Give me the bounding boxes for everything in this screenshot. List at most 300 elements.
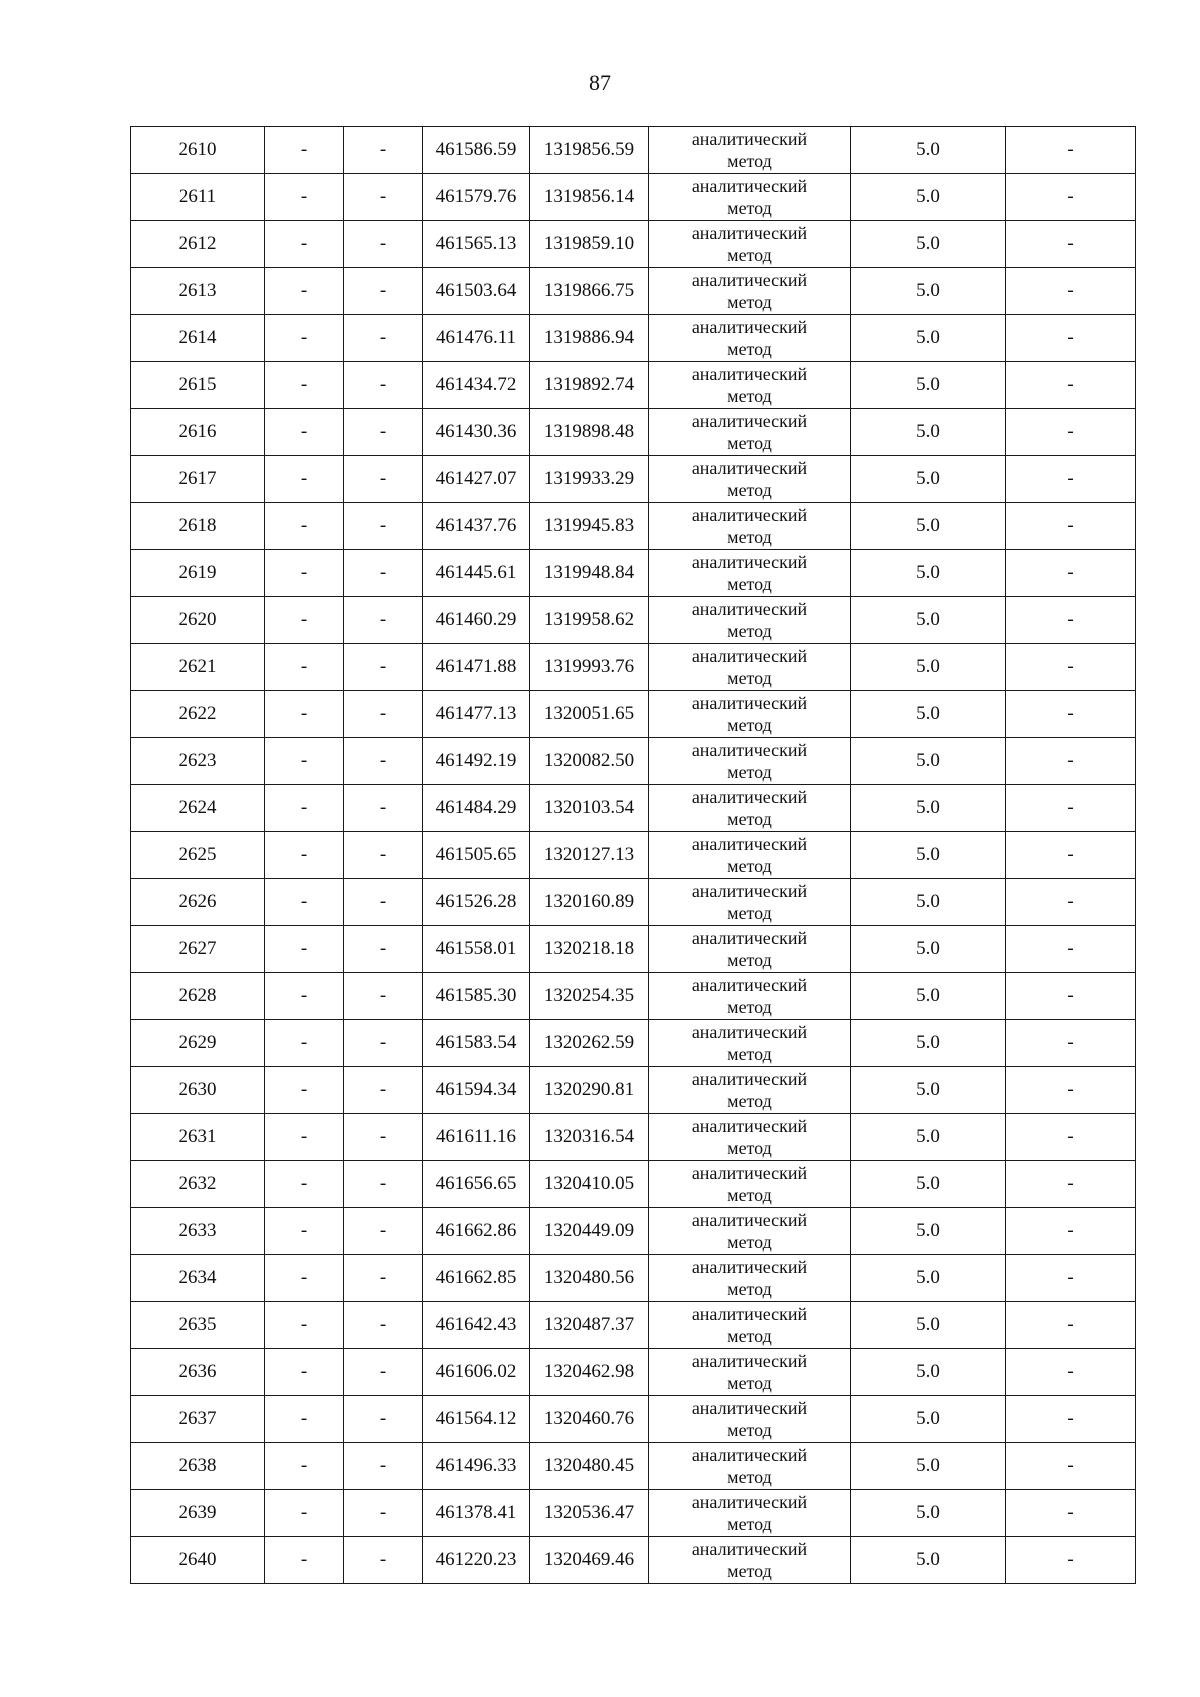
empty-column-8-cell: -: [1006, 1396, 1136, 1443]
coordinates-table: [130, 126, 1136, 1584]
accuracy-cell: 5.0: [851, 268, 1006, 315]
table-row: [131, 315, 1136, 362]
x-coordinate-cell: 461496.33: [423, 1443, 530, 1490]
empty-column-8-cell: -: [1006, 409, 1136, 456]
method-line-1: аналитический: [691, 1210, 808, 1230]
method-line-2: метод: [727, 1232, 772, 1252]
method-line-1: аналитический: [691, 505, 808, 525]
table-row: [131, 550, 1136, 597]
empty-column-2-cell: -: [265, 1490, 344, 1537]
method-cell: [649, 691, 851, 738]
empty-column-3-cell: -: [344, 879, 423, 926]
empty-column-2-cell: -: [265, 1396, 344, 1443]
method-cell: [649, 315, 851, 362]
empty-column-8-cell: -: [1006, 879, 1136, 926]
accuracy-cell: 5.0: [851, 597, 1006, 644]
table-row: [131, 1114, 1136, 1161]
point-number-cell: 2639: [131, 1490, 265, 1537]
accuracy-cell: 5.0: [851, 785, 1006, 832]
table-row: [131, 1396, 1136, 1443]
empty-column-2-cell: -: [265, 127, 344, 174]
empty-column-2-cell: -: [265, 1114, 344, 1161]
method-line-2: метод: [727, 386, 772, 406]
empty-column-2-cell: -: [265, 1443, 344, 1490]
empty-column-3-cell: -: [344, 1020, 423, 1067]
accuracy-cell: 5.0: [851, 221, 1006, 268]
y-coordinate-cell: 1320103.54: [530, 785, 649, 832]
x-coordinate-cell: 461662.85: [423, 1255, 530, 1302]
point-number-cell: 2622: [131, 691, 265, 738]
point-number-cell: 2620: [131, 597, 265, 644]
point-number-cell: 2628: [131, 973, 265, 1020]
y-coordinate-cell: 1320460.76: [530, 1396, 649, 1443]
point-number-cell: 2633: [131, 1208, 265, 1255]
method-line-1: аналитический: [691, 317, 808, 337]
y-coordinate-cell: 1320127.13: [530, 832, 649, 879]
method-cell: [649, 550, 851, 597]
accuracy-cell: 5.0: [851, 1208, 1006, 1255]
empty-column-8-cell: -: [1006, 1161, 1136, 1208]
accuracy-cell: 5.0: [851, 174, 1006, 221]
x-coordinate-cell: 461434.72: [423, 362, 530, 409]
method-line-1: аналитический: [691, 223, 808, 243]
method-cell: [649, 362, 851, 409]
point-number-cell: 2632: [131, 1161, 265, 1208]
method-line-1: аналитический: [691, 1539, 808, 1559]
y-coordinate-cell: 1319898.48: [530, 409, 649, 456]
method-cell: [649, 1490, 851, 1537]
table-row: [131, 1349, 1136, 1396]
empty-column-3-cell: -: [344, 691, 423, 738]
x-coordinate-cell: 461477.13: [423, 691, 530, 738]
method-line-2: метод: [727, 292, 772, 312]
x-coordinate-cell: 461378.41: [423, 1490, 530, 1537]
table-row: [131, 644, 1136, 691]
empty-column-8-cell: -: [1006, 1490, 1136, 1537]
accuracy-cell: 5.0: [851, 1302, 1006, 1349]
table-row: [131, 691, 1136, 738]
table-row: [131, 456, 1136, 503]
empty-column-8-cell: -: [1006, 1302, 1136, 1349]
table-row: [131, 1255, 1136, 1302]
method-line-2: метод: [727, 762, 772, 782]
x-coordinate-cell: 461606.02: [423, 1349, 530, 1396]
y-coordinate-cell: 1320462.98: [530, 1349, 649, 1396]
empty-column-3-cell: -: [344, 597, 423, 644]
x-coordinate-cell: 461583.54: [423, 1020, 530, 1067]
x-coordinate-cell: 461505.65: [423, 832, 530, 879]
table-row: [131, 1537, 1136, 1584]
x-coordinate-cell: 461656.65: [423, 1161, 530, 1208]
empty-column-2-cell: -: [265, 1302, 344, 1349]
y-coordinate-cell: 1320487.37: [530, 1302, 649, 1349]
point-number-cell: 2625: [131, 832, 265, 879]
y-coordinate-cell: 1320254.35: [530, 973, 649, 1020]
y-coordinate-cell: 1319958.62: [530, 597, 649, 644]
method-cell: [649, 973, 851, 1020]
empty-column-8-cell: -: [1006, 785, 1136, 832]
empty-column-8-cell: -: [1006, 691, 1136, 738]
x-coordinate-cell: 461430.36: [423, 409, 530, 456]
method-line-2: метод: [727, 1138, 772, 1158]
method-line-1: аналитический: [691, 928, 808, 948]
method-line-1: аналитический: [691, 975, 808, 995]
empty-column-3-cell: -: [344, 409, 423, 456]
method-cell: [649, 738, 851, 785]
table-row: [131, 1067, 1136, 1114]
empty-column-3-cell: -: [344, 644, 423, 691]
empty-column-3-cell: -: [344, 832, 423, 879]
empty-column-8-cell: -: [1006, 597, 1136, 644]
accuracy-cell: 5.0: [851, 644, 1006, 691]
x-coordinate-cell: 461492.19: [423, 738, 530, 785]
y-coordinate-cell: 1319933.29: [530, 456, 649, 503]
point-number-cell: 2629: [131, 1020, 265, 1067]
x-coordinate-cell: 461503.64: [423, 268, 530, 315]
accuracy-cell: 5.0: [851, 926, 1006, 973]
point-number-cell: 2623: [131, 738, 265, 785]
method-line-1: аналитический: [691, 881, 808, 901]
y-coordinate-cell: 1319886.94: [530, 315, 649, 362]
table-row: [131, 1490, 1136, 1537]
x-coordinate-cell: 461460.29: [423, 597, 530, 644]
method-cell: [649, 1396, 851, 1443]
x-coordinate-cell: 461526.28: [423, 879, 530, 926]
method-cell: [649, 1255, 851, 1302]
table-row: [131, 1161, 1136, 1208]
x-coordinate-cell: 461484.29: [423, 785, 530, 832]
method-cell: [649, 409, 851, 456]
accuracy-cell: 5.0: [851, 973, 1006, 1020]
empty-column-2-cell: -: [265, 973, 344, 1020]
empty-column-3-cell: -: [344, 1067, 423, 1114]
method-line-2: метод: [727, 1514, 772, 1534]
method-cell: [649, 644, 851, 691]
table-row: [131, 879, 1136, 926]
accuracy-cell: 5.0: [851, 1443, 1006, 1490]
method-cell: [649, 879, 851, 926]
method-cell: [649, 1161, 851, 1208]
y-coordinate-cell: 1320469.46: [530, 1537, 649, 1584]
empty-column-2-cell: -: [265, 879, 344, 926]
empty-column-8-cell: -: [1006, 1067, 1136, 1114]
method-line-1: аналитический: [691, 458, 808, 478]
empty-column-2-cell: -: [265, 1161, 344, 1208]
method-cell: [649, 221, 851, 268]
table-row: [131, 1443, 1136, 1490]
method-line-2: метод: [727, 997, 772, 1017]
method-line-1: аналитический: [691, 411, 808, 431]
accuracy-cell: 5.0: [851, 832, 1006, 879]
empty-column-8-cell: -: [1006, 362, 1136, 409]
table-row: [131, 1208, 1136, 1255]
method-line-2: метод: [727, 715, 772, 735]
empty-column-8-cell: -: [1006, 832, 1136, 879]
x-coordinate-cell: 461642.43: [423, 1302, 530, 1349]
table-row: [131, 221, 1136, 268]
empty-column-2-cell: -: [265, 691, 344, 738]
point-number-cell: 2610: [131, 127, 265, 174]
method-line-1: аналитический: [691, 1257, 808, 1277]
y-coordinate-cell: 1319948.84: [530, 550, 649, 597]
method-line-2: метод: [727, 198, 772, 218]
y-coordinate-cell: 1319993.76: [530, 644, 649, 691]
x-coordinate-cell: 461585.30: [423, 973, 530, 1020]
x-coordinate-cell: 461220.23: [423, 1537, 530, 1584]
method-line-1: аналитический: [691, 364, 808, 384]
empty-column-3-cell: -: [344, 174, 423, 221]
empty-column-2-cell: -: [265, 456, 344, 503]
x-coordinate-cell: 461427.07: [423, 456, 530, 503]
point-number-cell: 2624: [131, 785, 265, 832]
method-cell: [649, 1302, 851, 1349]
empty-column-2-cell: -: [265, 1537, 344, 1584]
empty-column-8-cell: -: [1006, 1208, 1136, 1255]
method-cell: [649, 1114, 851, 1161]
method-cell: [649, 1349, 851, 1396]
empty-column-3-cell: -: [344, 1349, 423, 1396]
table-row: [131, 926, 1136, 973]
table-row: [131, 268, 1136, 315]
method-line-2: метод: [727, 950, 772, 970]
x-coordinate-cell: 461579.76: [423, 174, 530, 221]
accuracy-cell: 5.0: [851, 1020, 1006, 1067]
accuracy-cell: 5.0: [851, 1537, 1006, 1584]
point-number-cell: 2612: [131, 221, 265, 268]
point-number-cell: 2614: [131, 315, 265, 362]
method-line-2: метод: [727, 903, 772, 923]
method-cell: [649, 1067, 851, 1114]
accuracy-cell: 5.0: [851, 1161, 1006, 1208]
x-coordinate-cell: 461476.11: [423, 315, 530, 362]
accuracy-cell: 5.0: [851, 362, 1006, 409]
accuracy-cell: 5.0: [851, 1067, 1006, 1114]
empty-column-8-cell: -: [1006, 644, 1136, 691]
y-coordinate-cell: 1319856.14: [530, 174, 649, 221]
y-coordinate-cell: 1320160.89: [530, 879, 649, 926]
empty-column-8-cell: -: [1006, 174, 1136, 221]
empty-column-2-cell: -: [265, 1067, 344, 1114]
method-line-2: метод: [727, 433, 772, 453]
accuracy-cell: 5.0: [851, 456, 1006, 503]
method-line-1: аналитический: [691, 1304, 808, 1324]
accuracy-cell: 5.0: [851, 409, 1006, 456]
x-coordinate-cell: 461611.16: [423, 1114, 530, 1161]
empty-column-2-cell: -: [265, 362, 344, 409]
method-cell: [649, 268, 851, 315]
accuracy-cell: 5.0: [851, 879, 1006, 926]
method-line-2: метод: [727, 480, 772, 500]
x-coordinate-cell: 461437.76: [423, 503, 530, 550]
y-coordinate-cell: 1320082.50: [530, 738, 649, 785]
point-number-cell: 2627: [131, 926, 265, 973]
method-cell: [649, 1208, 851, 1255]
x-coordinate-cell: 461594.34: [423, 1067, 530, 1114]
empty-column-3-cell: -: [344, 362, 423, 409]
table-row: [131, 1020, 1136, 1067]
method-line-1: аналитический: [691, 599, 808, 619]
empty-column-8-cell: -: [1006, 973, 1136, 1020]
empty-column-2-cell: -: [265, 1349, 344, 1396]
method-cell: [649, 926, 851, 973]
empty-column-3-cell: -: [344, 1208, 423, 1255]
method-line-2: метод: [727, 574, 772, 594]
empty-column-8-cell: -: [1006, 1255, 1136, 1302]
method-line-2: метод: [727, 621, 772, 641]
point-number-cell: 2617: [131, 456, 265, 503]
table-row: [131, 597, 1136, 644]
method-line-2: метод: [727, 1044, 772, 1064]
empty-column-2-cell: -: [265, 550, 344, 597]
empty-column-2-cell: -: [265, 926, 344, 973]
x-coordinate-cell: 461445.61: [423, 550, 530, 597]
empty-column-2-cell: -: [265, 832, 344, 879]
empty-column-8-cell: -: [1006, 221, 1136, 268]
x-coordinate-cell: 461565.13: [423, 221, 530, 268]
method-line-2: метод: [727, 668, 772, 688]
table-row: [131, 1302, 1136, 1349]
y-coordinate-cell: 1320480.56: [530, 1255, 649, 1302]
method-line-2: метод: [727, 245, 772, 265]
empty-column-8-cell: -: [1006, 127, 1136, 174]
method-cell: [649, 832, 851, 879]
method-line-1: аналитический: [691, 834, 808, 854]
method-line-2: метод: [727, 1185, 772, 1205]
accuracy-cell: 5.0: [851, 127, 1006, 174]
method-line-2: метод: [727, 1373, 772, 1393]
y-coordinate-cell: 1319892.74: [530, 362, 649, 409]
method-cell: [649, 456, 851, 503]
accuracy-cell: 5.0: [851, 1349, 1006, 1396]
y-coordinate-cell: 1320218.18: [530, 926, 649, 973]
method-line-1: аналитический: [691, 693, 808, 713]
empty-column-8-cell: -: [1006, 1443, 1136, 1490]
y-coordinate-cell: 1320410.05: [530, 1161, 649, 1208]
method-line-1: аналитический: [691, 1069, 808, 1089]
point-number-cell: 2630: [131, 1067, 265, 1114]
empty-column-3-cell: -: [344, 1161, 423, 1208]
empty-column-8-cell: -: [1006, 503, 1136, 550]
method-line-1: аналитический: [691, 1163, 808, 1183]
empty-column-3-cell: -: [344, 738, 423, 785]
empty-column-3-cell: -: [344, 926, 423, 973]
table-row: [131, 503, 1136, 550]
y-coordinate-cell: 1319945.83: [530, 503, 649, 550]
method-cell: [649, 1537, 851, 1584]
method-line-2: метод: [727, 1091, 772, 1111]
point-number-cell: 2621: [131, 644, 265, 691]
empty-column-3-cell: -: [344, 268, 423, 315]
method-line-2: метод: [727, 1326, 772, 1346]
table-row: [131, 409, 1136, 456]
method-cell: [649, 127, 851, 174]
point-number-cell: 2615: [131, 362, 265, 409]
method-line-2: метод: [727, 1420, 772, 1440]
table-row: [131, 174, 1136, 221]
empty-column-2-cell: -: [265, 221, 344, 268]
point-number-cell: 2640: [131, 1537, 265, 1584]
y-coordinate-cell: 1319856.59: [530, 127, 649, 174]
x-coordinate-cell: 461564.12: [423, 1396, 530, 1443]
point-number-cell: 2634: [131, 1255, 265, 1302]
table-row: [131, 127, 1136, 174]
empty-column-2-cell: -: [265, 644, 344, 691]
point-number-cell: 2635: [131, 1302, 265, 1349]
method-line-1: аналитический: [691, 1022, 808, 1042]
empty-column-8-cell: -: [1006, 456, 1136, 503]
empty-column-2-cell: -: [265, 174, 344, 221]
empty-column-3-cell: -: [344, 1443, 423, 1490]
empty-column-2-cell: -: [265, 409, 344, 456]
point-number-cell: 2616: [131, 409, 265, 456]
method-cell: [649, 1020, 851, 1067]
accuracy-cell: 5.0: [851, 738, 1006, 785]
method-cell: [649, 1443, 851, 1490]
table-row: [131, 362, 1136, 409]
method-cell: [649, 174, 851, 221]
method-line-2: метод: [727, 856, 772, 876]
method-line-1: аналитический: [691, 552, 808, 572]
x-coordinate-cell: 461586.59: [423, 127, 530, 174]
accuracy-cell: 5.0: [851, 315, 1006, 362]
empty-column-8-cell: -: [1006, 926, 1136, 973]
empty-column-3-cell: -: [344, 1114, 423, 1161]
accuracy-cell: 5.0: [851, 503, 1006, 550]
method-line-1: аналитический: [691, 787, 808, 807]
empty-column-8-cell: -: [1006, 1537, 1136, 1584]
empty-column-2-cell: -: [265, 597, 344, 644]
y-coordinate-cell: 1320262.59: [530, 1020, 649, 1067]
x-coordinate-cell: 461471.88: [423, 644, 530, 691]
empty-column-8-cell: -: [1006, 1020, 1136, 1067]
method-line-2: метод: [727, 339, 772, 359]
method-line-2: метод: [727, 1467, 772, 1487]
accuracy-cell: 5.0: [851, 1114, 1006, 1161]
method-cell: [649, 597, 851, 644]
empty-column-3-cell: -: [344, 1255, 423, 1302]
empty-column-3-cell: -: [344, 221, 423, 268]
method-cell: [649, 503, 851, 550]
empty-column-3-cell: -: [344, 503, 423, 550]
point-number-cell: 2637: [131, 1396, 265, 1443]
empty-column-8-cell: -: [1006, 1114, 1136, 1161]
point-number-cell: 2613: [131, 268, 265, 315]
point-number-cell: 2626: [131, 879, 265, 926]
empty-column-3-cell: -: [344, 1302, 423, 1349]
y-coordinate-cell: 1320449.09: [530, 1208, 649, 1255]
empty-column-3-cell: -: [344, 550, 423, 597]
point-number-cell: 2636: [131, 1349, 265, 1396]
method-line-2: метод: [727, 809, 772, 829]
method-line-1: аналитический: [691, 646, 808, 666]
method-line-2: метод: [727, 1279, 772, 1299]
method-cell: [649, 785, 851, 832]
empty-column-3-cell: -: [344, 315, 423, 362]
table-row: [131, 785, 1136, 832]
point-number-cell: 2611: [131, 174, 265, 221]
empty-column-3-cell: -: [344, 127, 423, 174]
empty-column-2-cell: -: [265, 1208, 344, 1255]
empty-column-3-cell: -: [344, 1490, 423, 1537]
empty-column-2-cell: -: [265, 503, 344, 550]
point-number-cell: 2619: [131, 550, 265, 597]
empty-column-8-cell: -: [1006, 1349, 1136, 1396]
page-number: 87: [589, 70, 611, 95]
accuracy-cell: 5.0: [851, 550, 1006, 597]
y-coordinate-cell: 1320480.45: [530, 1443, 649, 1490]
empty-column-3-cell: -: [344, 785, 423, 832]
y-coordinate-cell: 1320536.47: [530, 1490, 649, 1537]
